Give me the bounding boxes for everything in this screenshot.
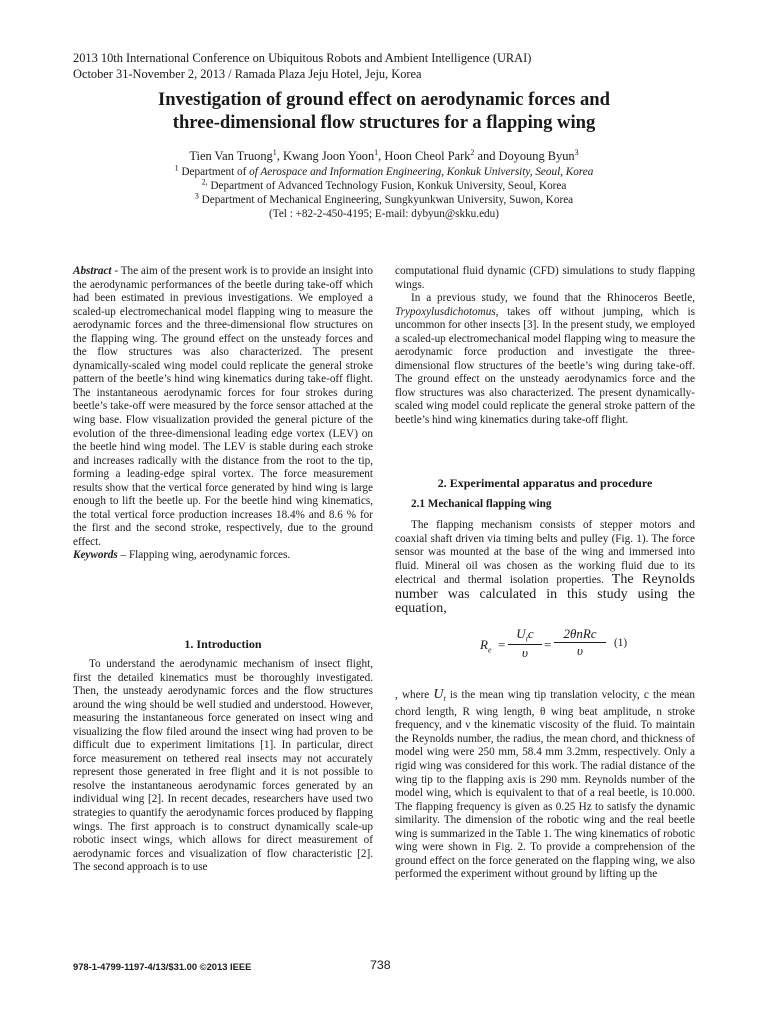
equals-sign: = [544, 637, 552, 652]
abstract [73, 265, 373, 563]
keywords-text: – Flapping wing, aerodynamic forces. [117, 549, 291, 562]
conference-venue: October 31-November 2, 2013 / Ramada Plaza Jeju Hotel, Jeju, Korea [73, 67, 422, 81]
paragraph-text: takes off without jumping, which is uncommon for other insects [3]. In the present study, we employed a scaled-up electromechanical model flapping wing to measure the aerodynamic force production and investigate the three-dimensional flow structures of the beetle’s wing during take-off. The ground effect on the unsteady aerodynamics force and the flow structures was also characterized. The present dynamically-scaled wing model could replicate the general stroke pattern of the beetle’s hind wing kinematics during take-off flight. [395, 305, 695, 427]
author-name: Hoon Cheol Park [384, 149, 471, 163]
equation-numerator: 2θnRc [554, 626, 606, 643]
equation-fraction-2 [554, 626, 606, 659]
equation-symbol: U [516, 626, 526, 641]
affiliation-text: Department of Mechanical Engineering, Sungkyunkwan University, Suwon, Korea [198, 194, 574, 206]
section-heading-apparatus: 2. Experimental apparatus and procedure [437, 476, 653, 490]
conference-name: 2013 10th International Conference on Ubiquitous Robots and Ambient Intelligence (URAI) [73, 51, 532, 65]
abstract-text: - The aim of the present work is to provide an insight into the aerodynamic performances of the beetle during take-off which had been estimated in previous investigations. We employed a scaled-up electromechanical model flapping wing to measure the aerodynamic forces and the three-dimensional flow structures on the flapping wing. The ground effect on the unsteady forces and the flow structures was also characterized. The present dynamically-scaled wing model could replicate the general stroke pattern of the beetle’s hind wing kinematics during take-off flight. The instantaneous aerodynamic forces for four strokes during beetle’s take-off were measured by the force sensor attached at the wing base. Flow visualization provided the general picture of the evolution of the three-dimensional leading edge vortex (LEV) on the beetle hind wing model. The LEV is stable during each stroke and increases radically with the distance from the root to the tip, forming a leading-edge spiral vortex. The force measurement results show that the vertical force generated by hind wing is large enough to lift the beetle up. For the beetle hind wing kinematics, the total vertical force production increases 18.4% and 8.6 % for the first and the second stroke, respectively, due to the ground effect. [73, 265, 373, 548]
variable-ut: U [433, 687, 444, 702]
paragraph-text: In a previous study, we found that the Rhinoceros Beetle, [411, 292, 695, 305]
equation-symbol: R [480, 637, 488, 652]
paragraph-text-large: The Reynolds number was calculated in this study using the equation, [395, 572, 696, 617]
author-separator: , [378, 149, 385, 163]
author-affiliation-mark: 3 [574, 147, 579, 157]
author-affiliation-mark: 2 [470, 147, 475, 157]
paragraph-text: is the mean wing tip translation velocity, c the mean chord length, R wing length, θ wing beat amplitude, n stroke frequency, and ν the kinematic viscosity of the fluid. To maintain the Reynolds number, the radius, the mean chord, and thickness of model wing were 250 mm, 58.4 mm 3.2mm, respectively. Only a rigid wing was considered for this work. The radial distance of the wing tip to the flapping axis is 290 mm. Reynolds number of the model wing, which is equivalent to that of a real beetle, is 10.000. The flapping frequency is given as 0.25 Hz to satisfy the dynamic similarity. The dimension of the robotic wing and the real beetle wing is summarized in the Table 1. The wing kinematics of robotic wing were shown in Fig. 2. To provide a comprehension of the ground effect on the force generated on the flapping wing, we also performed the experiment without ground by lifting up the [395, 689, 695, 881]
apparatus-text-continued [395, 688, 695, 882]
affiliation-text: Department of [178, 166, 250, 178]
equation-symbol: c [527, 626, 534, 641]
affiliation-mark: 2, [201, 177, 208, 187]
author-name: Doyoung Byun [498, 149, 575, 163]
species-name: Trypoxylusdichotomus, [395, 305, 499, 318]
author-affiliation-mark: 1 [374, 147, 379, 157]
equation-lhs [480, 637, 492, 655]
affiliation-2 [60, 179, 708, 193]
contact-info: (Tel : +82-2-450-4195; E-mail: dybyun@skku.edu) [269, 208, 499, 220]
section-heading-introduction: 1. Introduction [184, 637, 262, 651]
equation-fraction-1 [508, 626, 542, 661]
affiliation-3 [60, 193, 708, 207]
equation-denominator: υ [522, 644, 528, 660]
affiliation-text: Department of Advanced Technology Fusion, Konkuk University, Seoul, Korea [207, 180, 567, 192]
affiliation-mark: 3 [194, 191, 199, 201]
equation-subscript: e [487, 645, 492, 655]
author-separator: , [276, 149, 283, 163]
variable-subscript: t [443, 694, 446, 704]
affiliation-text-italic: of Aerospace and Information Engineering, Konkuk University, Seoul, Korea [249, 166, 594, 178]
abstract-label: Abstract [73, 265, 112, 277]
author-list [60, 149, 708, 165]
author-separator: and [474, 149, 499, 163]
page-number: 738 [370, 958, 391, 972]
title-line-2: three-dimensional flow structures for a flapping wing [172, 112, 596, 133]
affiliation-1 [60, 165, 708, 179]
author-name: Kwang Joon Yoon [282, 149, 375, 163]
paragraph [395, 519, 695, 617]
paragraph-text: The flapping mechanism consists of stepper motors and coaxial shaft driven via timing belts and pulley (Fig. 1). The force sensor was mounted at the base of the wing and immersed into fluid. Mineral oil was chosen as the working fluid due to its electrical and thermal isolation properties. [395, 519, 695, 587]
paragraph: computational fluid dynamic (CFD) simulations to study flapping wings. [395, 265, 695, 291]
introduction-text [73, 658, 373, 875]
right-column-intro [395, 265, 695, 428]
affiliation-mark: 1 [174, 163, 179, 173]
author-name: Tien Van Truong [189, 149, 273, 163]
equation-number: (1) [614, 637, 628, 649]
paragraph [395, 292, 695, 427]
subsection-heading-flapping-wing: 2.1 Mechanical flapping wing [411, 498, 552, 510]
equation-denominator: υ [577, 643, 583, 658]
paragraph [395, 688, 695, 882]
equation-subscript: t [525, 634, 528, 644]
reynolds-equation [480, 626, 650, 666]
paper-title [60, 88, 708, 134]
author-affiliation-mark: 1 [272, 147, 277, 157]
equals-sign: = [498, 637, 506, 652]
paragraph: To understand the aerodynamic mechanism of insect flight, first the detailed kinematics must be thoroughly investigated. Then, the unsteady aerodynamic forces and the flow structures around the wing should be well studied and understood. However, measuring the instantaneous force generated on insect wing and visualizing the flow filed around the insect wing had proven to be difficult due to experiment limitations [1]. In particular, direct force measurement on tethered real insects may not accurately represent those generated in free flight and it is not possible to resolve the instantaneous aerodynamic forces generated by an individual wing [2]. In recent decades, researchers have used two strategies to quantify the aerodynamic forces produced by flapping wings. The first approach is to construct dynamically scale-up robotic insect wings, which allows for direct measurement of aerodynamic forces and visualization of flow characteristic [2]. The second approach is to use [73, 658, 373, 874]
apparatus-text [395, 519, 695, 617]
keywords-label: Keywords [73, 549, 118, 562]
copyright-isbn: 978-1-4799-1197-4/13/$31.00 ©2013 IEEE [73, 961, 252, 972]
title-line-1: Investigation of ground effect on aerodynamic forces and [158, 89, 610, 110]
paragraph-text: , where [395, 689, 434, 701]
